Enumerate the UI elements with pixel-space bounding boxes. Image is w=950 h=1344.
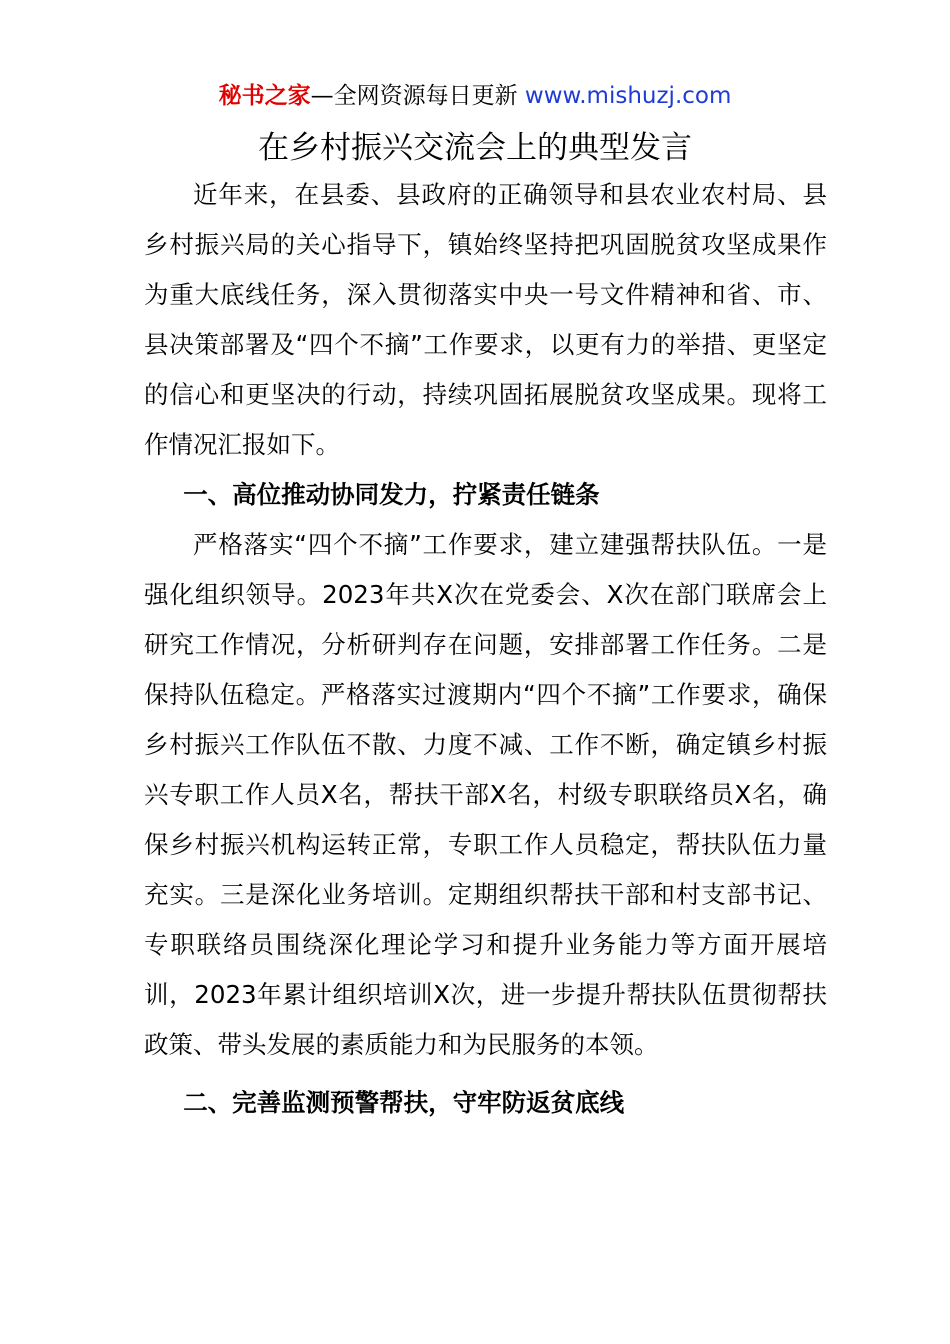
document-title: 在乡村振兴交流会上的典型发言	[258, 130, 692, 166]
site-url-link[interactable]: www.mishuzj.com	[524, 83, 732, 109]
document-body	[144, 170, 827, 1128]
section-1-heading: 一、高位推动协同发力，拧紧责任链条	[183, 480, 600, 509]
intro-paragraph: 近年来，在县委、县政府的正确领导和县农业农村局、县乡村振兴局的关心指导下，镇始终坚持把巩固脱贫攻坚成果作为重大底线任务，深入贯彻落实中央一号文件精神和省、市、县决策部署及“四个不摘”工作要求，以更有力的举措、更坚定的信心和更坚决的行动，持续巩固拓展脱贫攻坚成果。现将工作情况汇报如下。	[144, 180, 827, 459]
brand-name: 秘书之家	[218, 83, 311, 109]
banner-slogan: —全网资源每日更新	[310, 83, 518, 109]
section-1-paragraph: 严格落实“四个不摘”工作要求，建立建强帮扶队伍。一是强化组织领导。2023年共X次在党委会、X次在部门联席会上研究工作情况，分析研判存在问题，安排部署工作任务。二是保持队伍稳定。严格落实过渡期内“四个不摘”工作要求，确保乡村振兴工作队伍不散、力度不减、工作不断，确定镇乡村振兴专职工作人员X名，帮扶干部X名，村级专职联络员X名，确保乡村振兴机构运转正常，专职工作人员稳定，帮扶队伍力量充实。三是深化业务培训。定期组织帮扶干部和村支部书记、专职联络员围绕深化理论学习和提升业务能力等方面开展培训，2023年累计组织培训X次，进一步提升帮扶队伍贯彻帮扶政策、带头发展的素质能力和为民服务的本领。	[144, 530, 827, 1059]
site-banner	[0, 80, 950, 112]
section-2-heading: 二、完善监测预警帮扶，守牢防返贫底线	[183, 1088, 625, 1117]
